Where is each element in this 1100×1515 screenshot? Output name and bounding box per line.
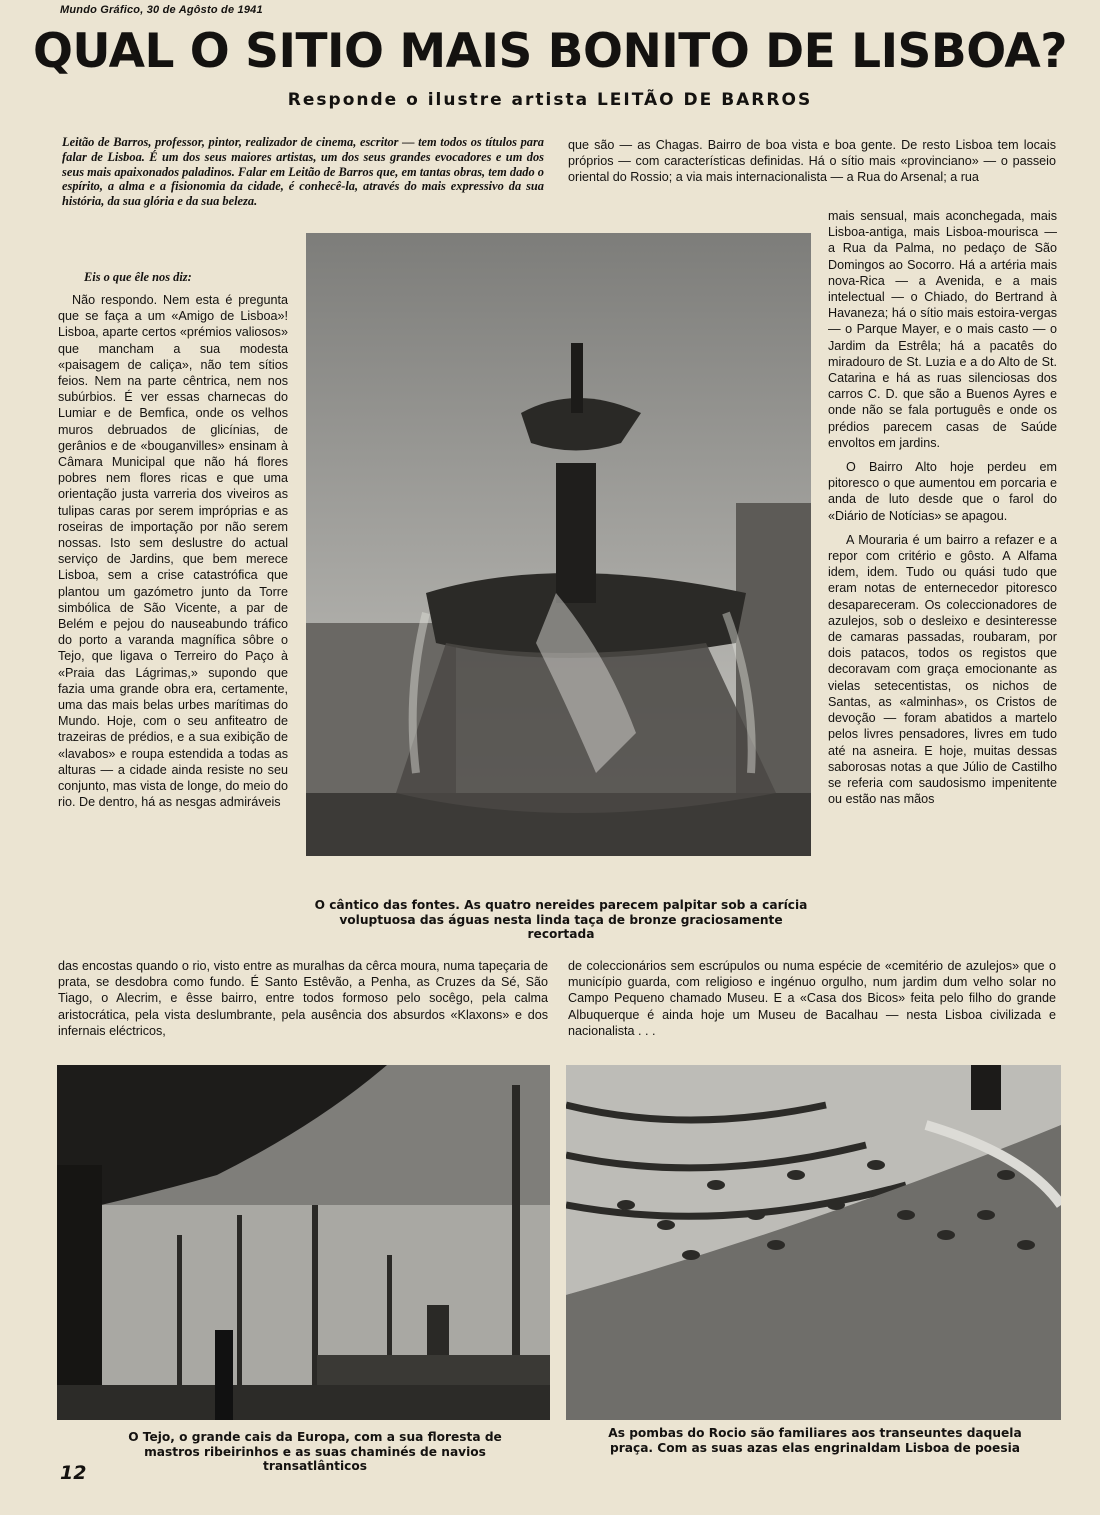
tejo-illustration [57, 1065, 550, 1420]
article-right-continued: de coleccionários sem escrúpulos ou numa espécie de «cemitério de azulejos» que o município guarda, com religioso e ingénuo orgulho, num jardim dum velho solar no Campo Pequeno chamado Museu. E a «Casa dos Bicos» feita pelo filho do grande Albuquerque é ainda hoje um Museu de Bacalhau — nesta Lisboa civilizada e nacionalista . . . [568, 959, 1056, 1038]
intro-paragraph: Leitão de Barros, professor, pintor, realizador de cinema, escritor — tem todos os títulos para falar de Lisboa. É um dos seus maiores artistas, um dos seus grandes evocadores e um dos seus mais apaixonados paladinos. Falar em Leitão de Barros que, em tantas obras, tem dado o espírito, a alma e a fisionomia da cidade, é conhecê-la, através do mais expressivo da sua história, da sua glória e da sua beleza. [62, 135, 544, 209]
fountain-caption: O cântico das fontes. As quatro nereides parecem palpitar sob a carícia voluptuosa das águas nesta linda taça de bronze graciosamente recortada [314, 898, 808, 942]
pombas-photo [566, 1065, 1061, 1420]
article-paragraph: A Mouraria é um bairro a refazer e a repor com critério e gôsto. A Alfama idem, idem. Tudo ou quási tudo que eram notas de enternecedor pitoresco desapareceram. Os coleccionadores de azulejos, sob o desleixo e desinteresse de camaras passadas, roubaram, por dois patacos, todos os registos que decoravam com graça emocionante as vielas setecentistas, os nichos de Santas, as «alminhas», os Cristos de devoção — foram abatidos a martelo pelos livres pensadores, livres em tudo até na asneira. E hoje, muitas dessas saborosas notas a que Júlio de Castilho se referia com saudosismo impenitente ou estão nas mãos [828, 532, 1057, 807]
headline: QUAL O SITIO MAIS BONITO DE LISBOA? [32, 24, 1068, 79]
fountain-photo [306, 233, 811, 856]
intro-lead: Eis o que êle nos diz: [84, 270, 192, 284]
tejo-caption: O Tejo, o grande cais da Europa, com a sua floresta de mastros ribeirinhos e as suas chaminés de navios transatlânticos [128, 1430, 502, 1474]
pombas-illustration [566, 1065, 1061, 1420]
article-left-continued: das encostas quando o rio, visto entre as muralhas da cêrca moura, numa tapeçaria de prata, se desdobra como fundo. É Santo Estêvão, a Penha, as Cruzes da Sé, São Tiago, o Alecrim, e êsse bairro, entre todos formoso pelo socêgo, pela calma aristocrática, pela vista deslumbrante, pela ausência dos absurdos «Klaxons» e dos infernais eléctricos, [58, 959, 548, 1038]
pombas-caption: As pombas do Rocio são familiares aos transeuntes daquela praça. Com as suas azas elas engrinaldam Lisboa de poesia [608, 1426, 1022, 1455]
tejo-photo [57, 1065, 550, 1420]
article-right-column [828, 208, 1057, 815]
publication-header: Mundo Gráfico, 30 de Agôsto de 1941 [60, 4, 263, 16]
fountain-illustration [306, 233, 811, 856]
article-paragraph: mais sensual, mais aconchegada, mais Lisboa-antiga, mais Lisboa-mourisca — a Rua da Palma, no pedaço de São Domingos ao Socorro. Há a artéria mais nova-Rica — a Avenida, e a mais intelectual — o Chiado, do Bertrand à Havaneza; há o sítio mais estoira-vergas — o Parque Mayer, e o mais casto — o Jardim da Estrêla; há a pacatês do miradouro de St. Luzia e a do Alto de St. Catarina e há as ruas silenciosas dos carros C. D. que são a Buenos Ayres e onde não se fala português e onde os prédios parecem casas de Saúde envoltos em jardins. [828, 209, 1057, 450]
article-left-column: Não respondo. Nem esta é pregunta que se faça a um «Amigo de Lisboa»! Lisboa, aparte certos «prémios valiosos» que mancham a sua modesta «paisagem de caliça», não tem sítios feios. Nem na parte cêntrica, nem nos subúrbios. É ver essas charnecas do Lumiar e de Bemfica, onde os velhos muros debruados de glicínias, de gerânios e de «bouganvilles» ensinam à Câmara Municipal que não há flores pobres nem flores ricas e que uma orientação justa varreria dos viveiros as tulipas caras por serem impróprias e as roseiras de importação por não serem nossas. Isto sem deslustre do actual serviço de Jardins, que bem merece Lisboa, sem a crise catastrófica que plantou um gazómetro junto da Torre simbólica de São Vicente, a par de Belém e pejou do nauseabundo tráfico do porto a varanda magnífica sôbre o Tejo, que ligava o Terreiro do Paço à «Praia das Lágrimas,» supondo que fazia uma grande obra era, certamente, uma das mais belas urbes marítimas do Mundo. Hoje, com o seu anfiteatro de trazeiras de prédios, e a sua exibição de «lavabos» e roupa estendida a todas as alturas — a cidade ainda resiste no seu conjunto, mas vista de longe, do meio do rio. De dentro, há as nesgas admiráveis [58, 293, 288, 810]
article-paragraph: O Bairro Alto hoje perdeu em pitoresco o que aumentou em porcaria e anda de luto desde que o farol do «Diário de Notícias» se apagou. [828, 460, 1057, 523]
page-number: 12 [60, 1462, 87, 1484]
subheadline: Responde o ilustre artista LEITÃO DE BARROS [287, 90, 813, 110]
article-right-top: que são — as Chagas. Bairro de boa vista e boa gente. De resto Lisboa tem locais próprios — com características definidas. Há o sítio mais «provinciano» — o passeio oriental do Rossio; a via mais internacionalista — a Rua do Arsenal; a rua [568, 138, 1056, 185]
